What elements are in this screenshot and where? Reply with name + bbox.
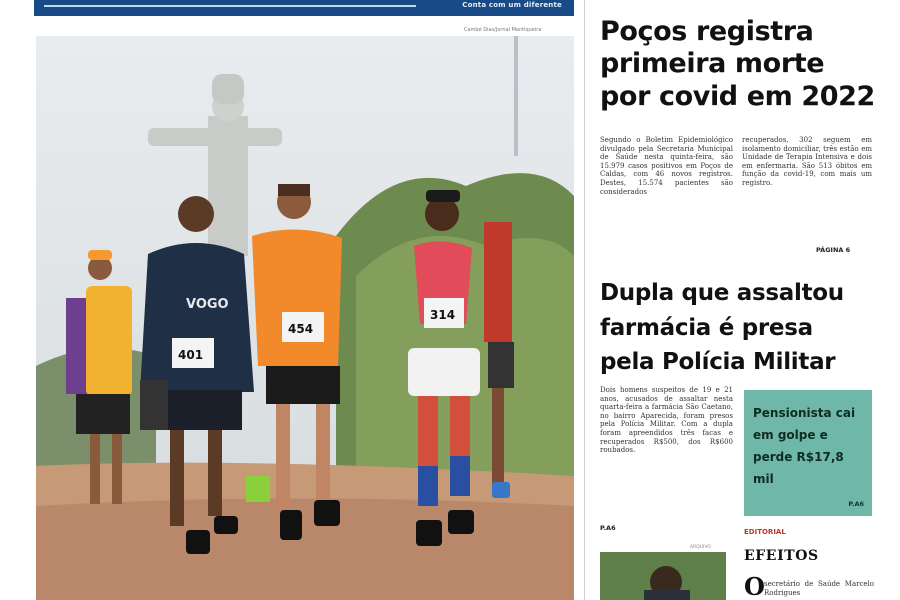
bib-number-3: 314 — [430, 308, 456, 322]
runner-background — [246, 476, 270, 502]
photo-credit: Cambé Dias/Jornal Mantiqueira — [464, 27, 542, 33]
editorial-body: secretário de Saúde Marcelo Rodrigues — [764, 580, 874, 597]
editorial-title: EFEITOS — [744, 548, 819, 564]
editorial-photo — [600, 552, 726, 600]
masthead-strip — [34, 0, 574, 16]
sidebox-page-ref: P.A6 — [848, 500, 864, 508]
headline-robbery: Dupla que assaltou farmácia é presa pela Polícia Militar — [600, 280, 844, 375]
strip-rule — [44, 5, 416, 7]
strip-text: Conta com um diferente — [462, 1, 562, 9]
story-covid-col1: Segundo o Boletim Epidemiológico divulgado pela Secretaria Municipal de Saúde nesta quinta-feira, são 15.979 casos positivos em Poços de Caldas, com 46 novos registros. Destes, 15.574 pacientes são considerados — [600, 136, 733, 196]
sidebox-text: Pensionista cai em golpe e perde R$17,8 mil — [753, 406, 856, 486]
editorial-kicker: EDITORIAL — [744, 528, 786, 536]
column-rule — [584, 0, 585, 600]
page-ref-covid: PÁGINA 6 — [816, 246, 851, 254]
sidebox-scam — [744, 390, 872, 516]
shirt-text: VOGO — [186, 297, 229, 312]
runner-background — [140, 380, 168, 430]
thumb-credit: ARQUIVO — [690, 545, 711, 550]
cover-photo — [36, 36, 574, 600]
story-robbery-body: Dois homens suspeitos de 19 e 21 anos, acusados de assaltar nesta quarta-feira a farmácia São Caetano, no bairro Aparecida, foram presos pela Polícia Militar. Com a dupla foram apreendidos três facas e recuperados R$500, dos R$600 roubados. — [600, 386, 733, 455]
marathon-scene — [36, 36, 574, 600]
headline-covid: Poços registra primeira morte por covid em 2022 — [600, 16, 875, 112]
bib-number-1: 401 — [178, 348, 204, 362]
editorial-photo-art — [600, 552, 726, 600]
bib-number-2: 454 — [288, 322, 314, 336]
story-covid-col2: recuperados, 302 seguem em isolamento domiciliar, três estão em Unidade de Terapia Intensiva e dois em enfermaria. São 513 óbitos em função da covid-19, com mais um registro. — [742, 136, 872, 187]
page-ref-robbery: P.A6 — [600, 524, 616, 532]
editorial-dropcap: O — [744, 572, 765, 600]
